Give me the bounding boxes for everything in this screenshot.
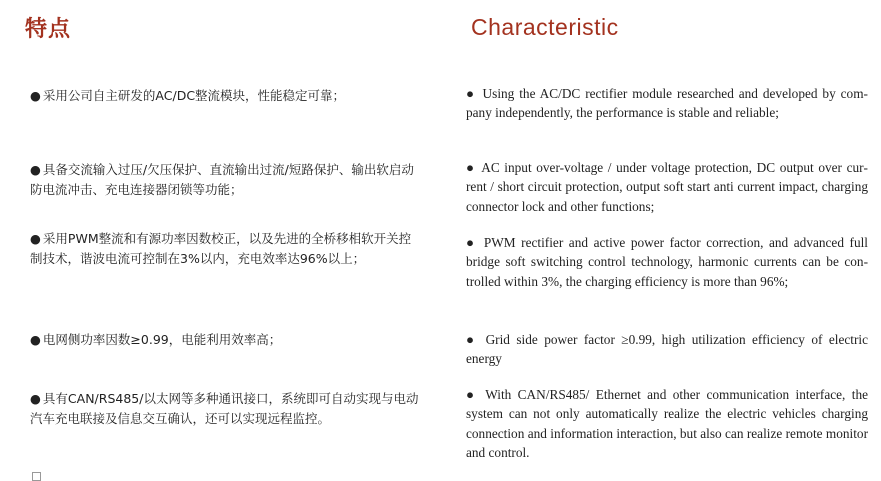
bullet-icon: ● <box>466 332 478 347</box>
en-feature-4 <box>466 330 868 369</box>
en-feature-text: Using the AC/DC rectifier module researched and developed by company independently, the performance is stable and reliable; <box>466 86 868 121</box>
bullet-icon: ● <box>30 162 41 177</box>
en-feature-text: With CAN/RS485/ Ethernet and other communication interface, the system can not only automatically realize the electric vehicles charging connection and information interaction, but also can realize remote monitor and control. <box>466 387 868 460</box>
english-title: Characteristic <box>471 14 619 40</box>
cn-feature-2 <box>30 160 420 200</box>
bullet-icon: ● <box>30 332 41 347</box>
en-feature-text: AC input over-voltage / under voltage protection, DC output over current / short circuit protection, output soft start anti current impact, charging connector lock and other functions; <box>466 160 868 214</box>
bullet-icon: ● <box>466 235 477 250</box>
bullet-icon: ● <box>466 160 476 175</box>
en-feature-1 <box>466 84 868 123</box>
cn-feature-5 <box>30 389 420 429</box>
cn-feature-text: 具有CAN/RS485/以太网等多种通讯接口，系统即可自动实现与电动汽车充电联接及信息交互确认，还可以实现远程监控。 <box>30 391 419 426</box>
en-feature-3 <box>466 233 868 291</box>
cn-feature-4 <box>30 330 420 350</box>
cn-feature-text: 采用PWM整流和有源功率因数校正，以及先进的全桥移相软开关控制技术，谐波电流可控制在3%以内，充电效率达96%以上； <box>30 231 412 266</box>
cn-feature-1 <box>30 86 420 106</box>
bullet-icon: ● <box>466 86 476 101</box>
cn-feature-text: 具备交流输入过压/欠压保护、直流输出过流/短路保护、输出软启动防电流冲击、充电连接器闭锁等功能； <box>30 162 414 197</box>
cn-feature-3 <box>30 229 420 269</box>
empty-checkbox-icon <box>32 472 41 481</box>
en-feature-text: Grid side power factor ≥0.99, high utilization efficiency of electric energy <box>466 332 868 367</box>
bullet-icon: ● <box>30 88 41 103</box>
bullet-icon: ● <box>30 391 41 406</box>
bullet-icon: ● <box>466 387 478 402</box>
chinese-title: 特点 <box>25 17 72 42</box>
cn-feature-text: 采用公司自主研发的AC/DC整流模块，性能稳定可靠； <box>42 88 346 103</box>
en-feature-text: PWM rectifier and active power factor correction, and advanced full bridge soft switching control technology, harmonic currents can be controlled within 3%, the charging efficiency is more than 96%; <box>466 235 868 289</box>
en-feature-2 <box>466 158 868 216</box>
cn-feature-text: 电网侧功率因数≥0.99，电能利用效率高； <box>42 332 282 347</box>
en-feature-5 <box>466 385 868 462</box>
bullet-icon: ● <box>30 231 41 246</box>
